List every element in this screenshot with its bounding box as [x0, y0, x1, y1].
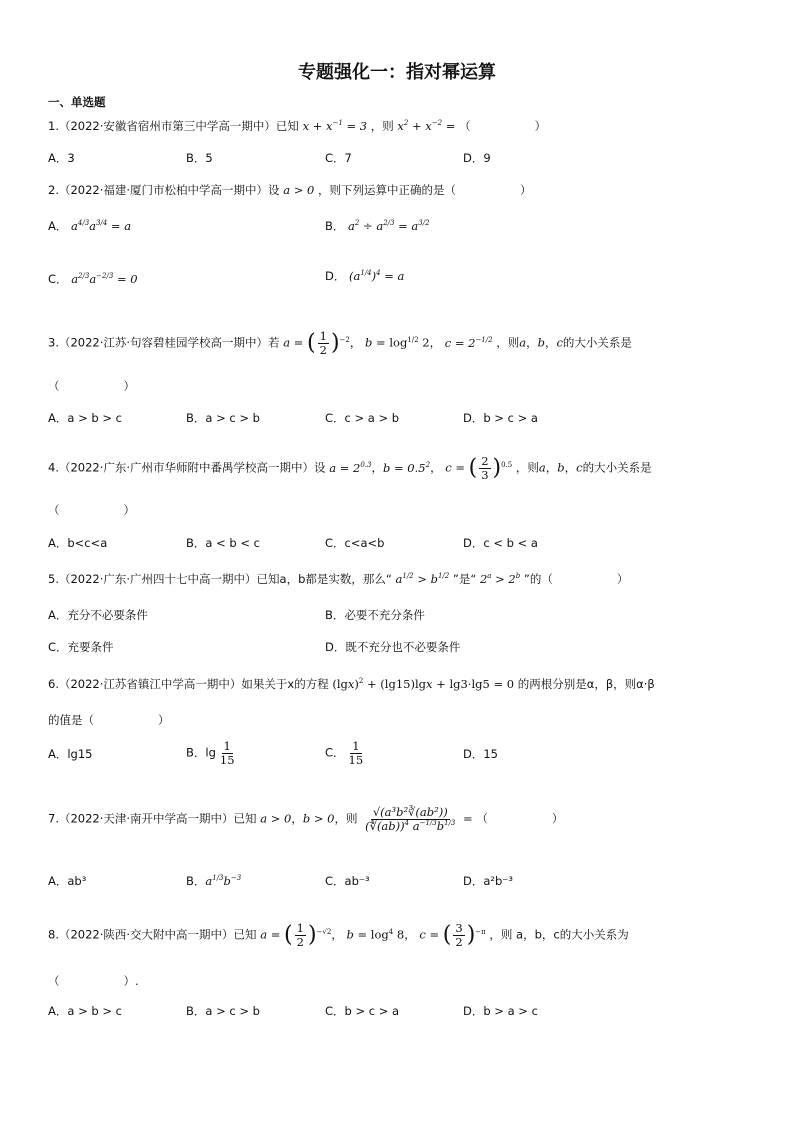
option-1d[interactable]: D．9 — [463, 151, 491, 165]
question-8-blank: （ ）. — [48, 974, 139, 988]
question-1: 1.（2022·安徽省宿州市第三中学高一期中）已知 $x + x^{-1} = 3$ ，则 $x^2 + x^{-2}$ = （ ） — [48, 119, 547, 133]
question-6-line2: 的值是（ ） — [48, 713, 170, 727]
question-6: 6.（2022·江苏省镇江中学高一期中）如果关于x的方程 $(\lg x)^2 + (\lg 15)\lg x + \lg 3\cdot\lg 5 = 0$ 的两根分别是α，β，则α·β — [48, 677, 655, 691]
option-4b[interactable]: B．a < b < c — [186, 536, 260, 550]
option-4a[interactable]: A．b<c<a — [48, 536, 108, 550]
question-3: 3.（2022·江苏·句容碧桂园学校高一期中）若 a = ( $\frac{1}{2}$ )$^{-2}$， $b = \log^{1/2} 2$， $c = 2^{-1/2}$ ，则a，b，c的大小关系是 — [48, 329, 632, 357]
option-6c[interactable]: C． $\frac{1}{15}$ — [325, 739, 364, 767]
option-8a[interactable]: A．a > b > c — [48, 1004, 122, 1018]
option-7a[interactable]: A．ab³ — [48, 874, 87, 888]
option-3a[interactable]: A．a > b > c — [48, 411, 122, 425]
question-7: 7.（2022·天津·南开中学高一期中）已知 a > 0，b > 0，则 $\frac{\text{√(a³b²∛(ab²))}}{(∜(ab))^4 a^{-1/3}b^{1/3}}$ = （ ） — [48, 805, 564, 833]
option-4c[interactable]: C．c<a<b — [325, 536, 385, 550]
math-expr: $x + x^{-1} = 3$ — [302, 119, 368, 133]
option-3c[interactable]: C．c > a > b — [325, 411, 400, 425]
option-6b[interactable]: B．lg $\frac{1}{15}$ — [186, 739, 235, 767]
option-6d[interactable]: D．15 — [463, 747, 498, 761]
option-8b[interactable]: B．a > c > b — [186, 1004, 260, 1018]
option-1c[interactable]: C．7 — [325, 151, 352, 165]
section-heading: 一、单选题 — [48, 95, 106, 109]
option-3b[interactable]: B．a > c > b — [186, 411, 260, 425]
option-5d[interactable]: D．既不充分也不必要条件 — [325, 640, 461, 654]
math-expr: $x^2 + x^{-2}$ = — [397, 119, 456, 133]
option-1b[interactable]: B．5 — [186, 151, 213, 165]
option-2b[interactable]: B． $a^2 \div a^{2/3} = a^{3/2}$ — [325, 219, 430, 233]
question-8: 8.（2022·陕西·交大附中高一期中）已知 a = ( $\frac{1}{2}$ )$^{-√2}$， $b = \log^4 8$， c = ( $\frac{3}{2}$ )$^{-\pi}$ ，则 a，b，c的大小关系为 — [48, 921, 629, 949]
question-5: 5.（2022·广东·广州四十七中高一期中）已知a，b都是实数，那么“ $a^{1/2} > b^{1/2}$ ”是“ $2^a > 2^b$ ”的（ ） — [48, 572, 629, 586]
option-2a[interactable]: A． $a^{4/3}a^{3/4} = a$ — [48, 219, 132, 233]
option-5c[interactable]: C．充要条件 — [48, 640, 114, 654]
option-2c[interactable]: C． $a^{2/3}a^{-2/3} = 0$ — [48, 272, 138, 286]
option-5a[interactable]: A．充分不必要条件 — [48, 608, 148, 622]
question-3-blank: （ ） — [48, 379, 135, 393]
question-2: 2.（2022·福建·厦门市松柏中学高一期中）设 a > 0 ，则下列运算中正确的是（ ） — [48, 183, 532, 197]
option-8c[interactable]: C．b > c > a — [325, 1004, 400, 1018]
option-2d[interactable]: D． $(a^{1/4})^4 = a$ — [325, 269, 405, 283]
option-6a[interactable]: A．lg15 — [48, 747, 93, 761]
option-1a[interactable]: A．3 — [48, 151, 75, 165]
option-3d[interactable]: D．b > c > a — [463, 411, 538, 425]
option-4d[interactable]: D．c < b < a — [463, 536, 538, 550]
option-5b[interactable]: B．必要不充分条件 — [325, 608, 425, 622]
option-7d[interactable]: D．a²b⁻³ — [463, 874, 513, 888]
question-4-blank: （ ） — [48, 503, 135, 517]
option-7b[interactable]: B．$a^{1/3}b^{-3}$ — [186, 874, 242, 888]
page-title: 专题强化一：指对幂运算 — [298, 62, 496, 83]
question-4: 4.（2022·广东·广州市华师附中番禺学校高一期中）设 $a = 2^{0.3}$，$b = 0.5^2$， c = ( $\frac{2}{3}$ )$^{0.5}$ ，则a，b，c的大小关系是 — [48, 454, 652, 482]
option-8d[interactable]: D．b > a > c — [463, 1004, 538, 1018]
option-7c[interactable]: C．ab⁻³ — [325, 874, 370, 888]
